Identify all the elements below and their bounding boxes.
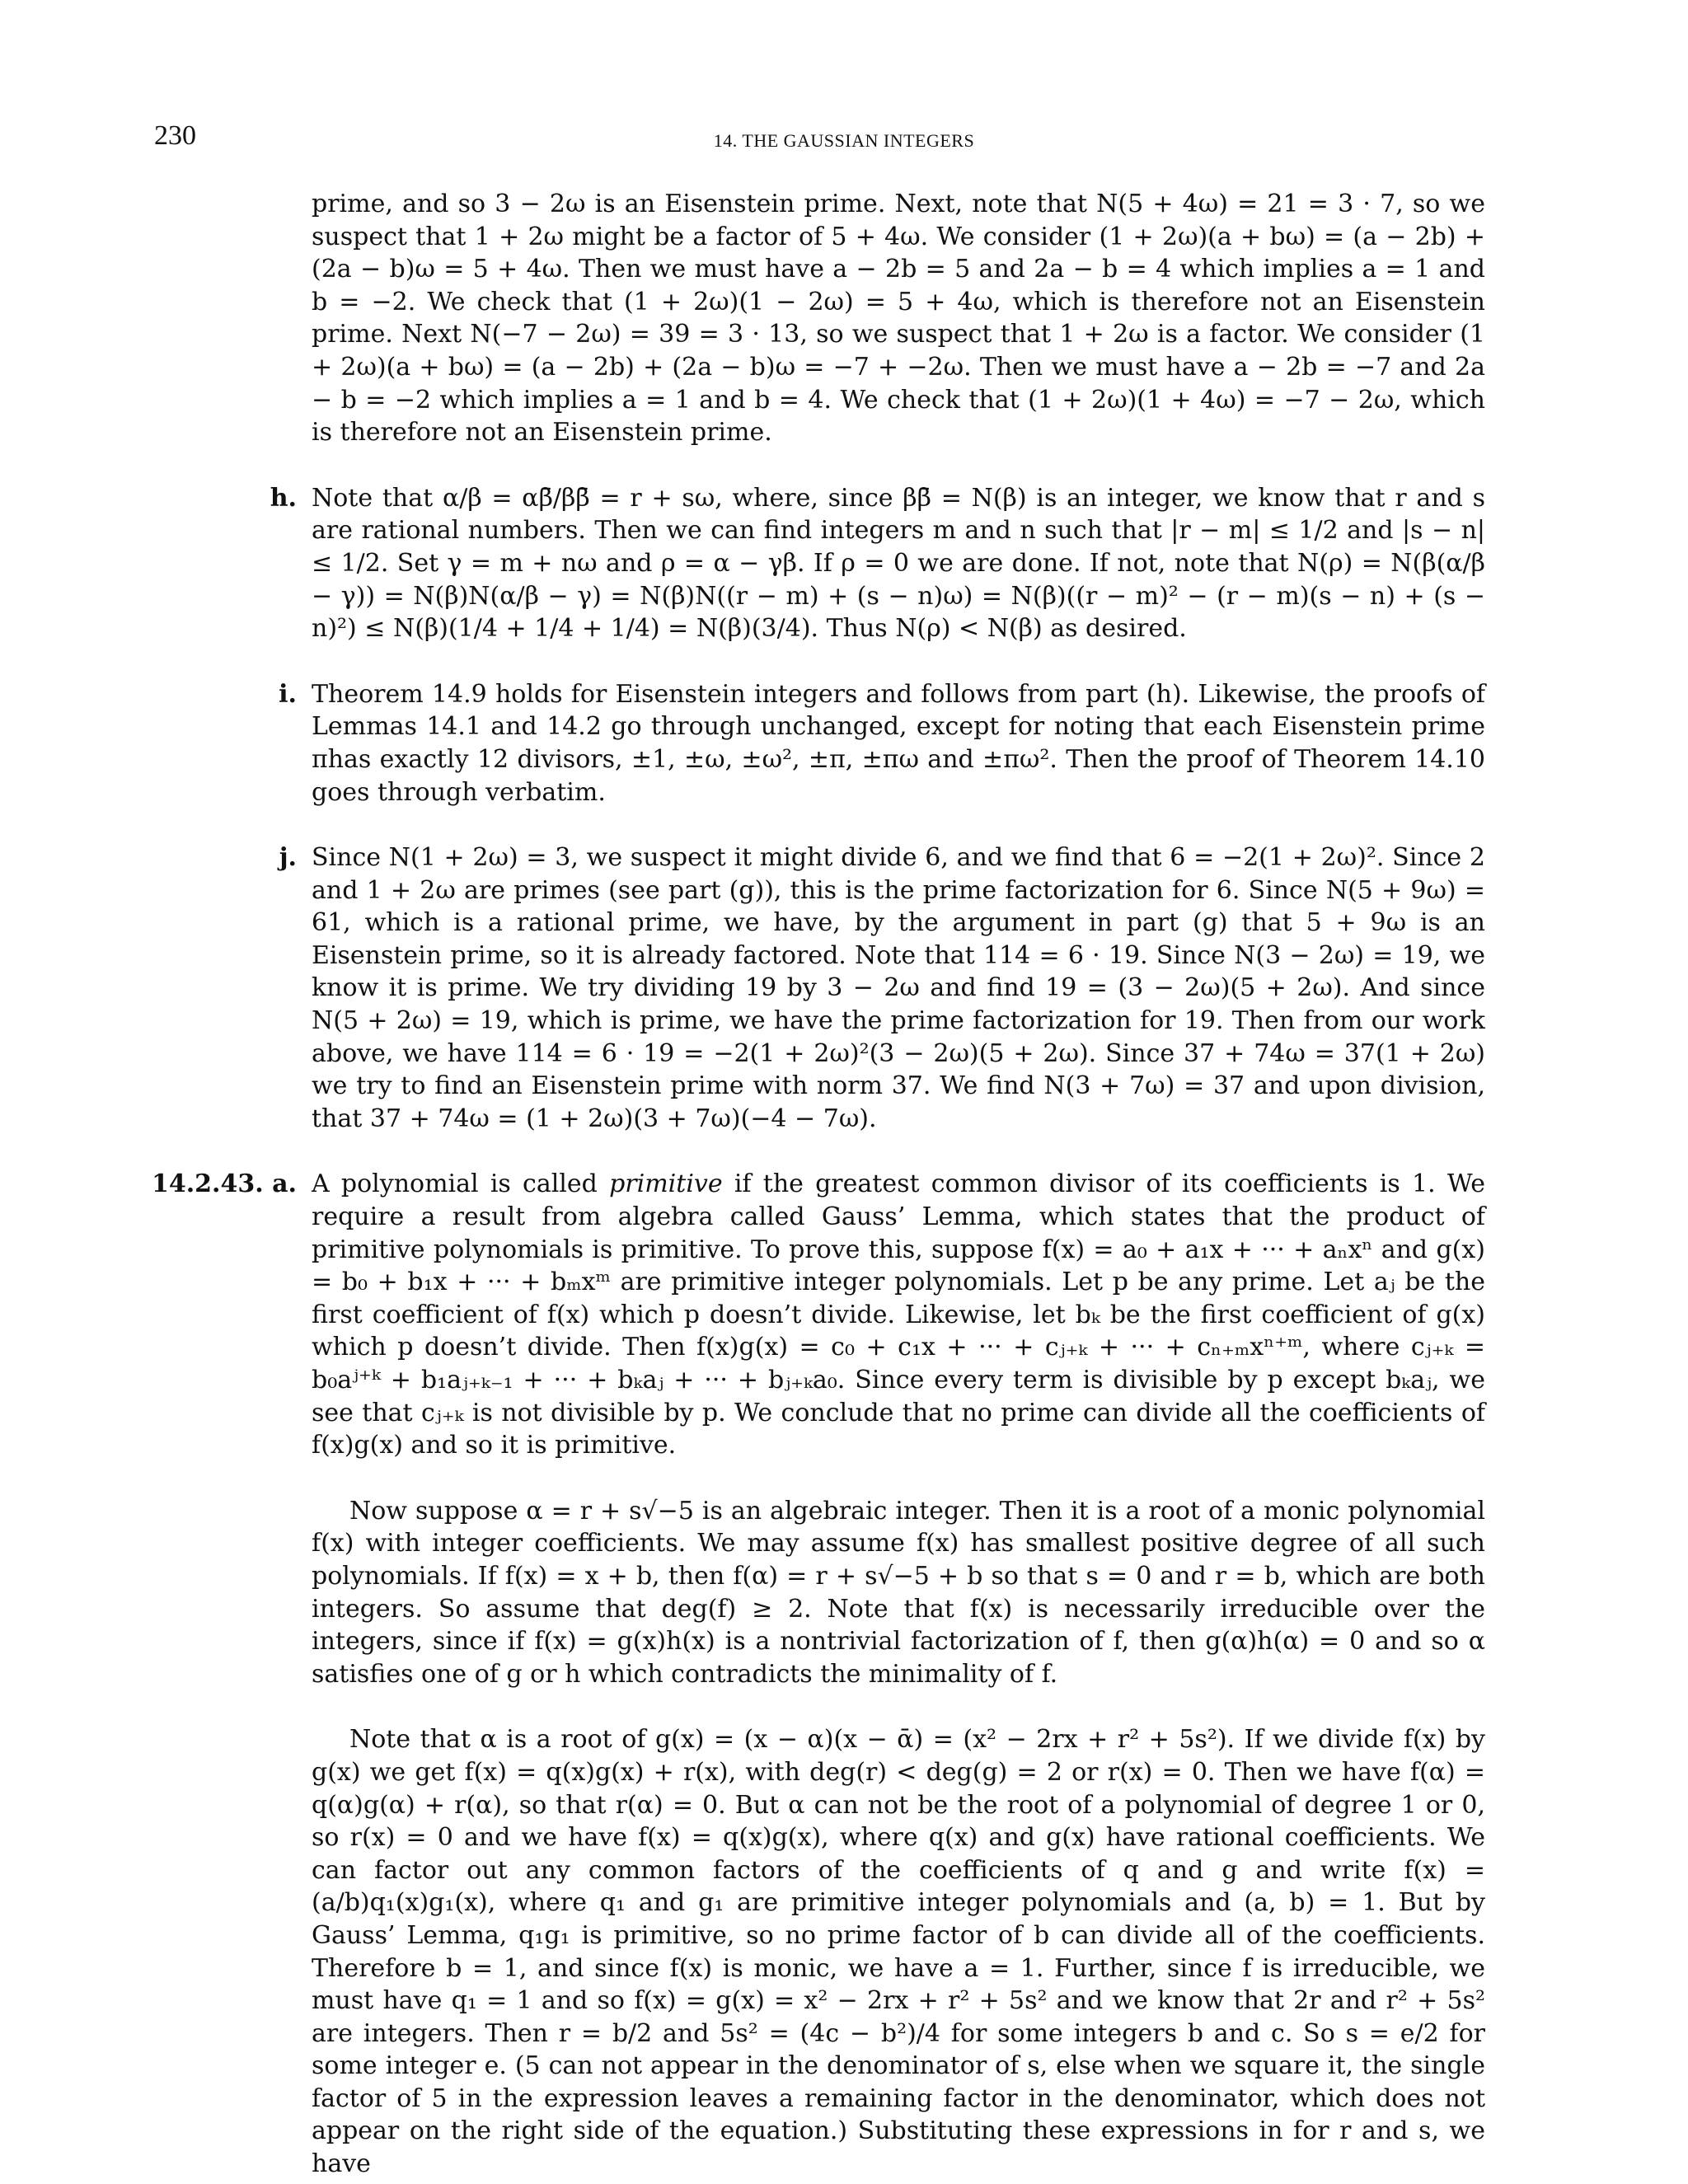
part-h bbox=[270, 482, 1485, 645]
exercise-paragraph-3: Note that α is a root of g(x) = (x − α)(x − ᾱ) = (x² − 2rx + r² + 5s²). If we divide f(x) by g(x) we get f(x) = q(x)g(x) + r(x), with deg(r) < deg(g) = 2 or r(x) = 0. Then we have f(α) = q(α)g(α) + r(α), so that r(α) = 0. But α can not be the root of a polynomial of degree 1 or 0, so r(x) = 0 and we have f(x) = q(x)g(x), where q(x) and g(x) have rational coefficients. We can factor out any common factors of the coefficients of q and g and write f(x) = (a/b)q₁(x)g₁(x), where q₁ and g₁ are primitive integer polynomials and (a, b) = 1. But by Gauss’ Lemma, q₁g₁ is primitive, so no prime factor of b can divide all of the coefficients. Therefore b = 1, and since f(x) is monic, we have a = 1. Further, since f is irreducible, we must have q₁ = 1 and so f(x) = g(x) = x² − 2rx + r² + 5s² and we know that 2r and r² + 5s² are integers. Then r = b/2 and 5s² = (4c − b²)/4 for some integers b and c. So s = e/2 for some integer e. (5 can not appear in the denominator of s, else when we square it, the single factor of 5 in the expression leaves a remaining factor in the denominator, which does not appear on the right side of the equation.) Substituting these expressions in for r and s, we have bbox=[312, 1725, 1485, 2179]
part-i-label: i. bbox=[279, 679, 297, 709]
running-head: 14. THE GAUSSIAN INTEGERS bbox=[713, 130, 975, 151]
term-primitive: primitive bbox=[609, 1169, 723, 1199]
exercise-14-2-43-a-label: 14.2.43. a. bbox=[151, 1169, 297, 1199]
part-j-label: j. bbox=[279, 843, 297, 873]
page-number: 230 bbox=[154, 120, 196, 151]
part-j bbox=[279, 841, 1485, 1135]
part-g-continuation: prime, and so 3 − 2ω is an Eisenstein prime. Next, note that N(5 + 4ω) = 21 = 3 · 7, so we suspect that 1 + 2ω might be a factor of 5 + 4ω. We consider (1 + 2ω)(a + bω) = (a − 2b) + (2a − b)ω = 5 + 4ω. Then we must have a − 2b = 5 and 2a − b = 4 which implies a = 1 and b = −2. We check that (1 + 2ω)(1 − 2ω) = 5 + 4ω, which is therefore not an Eisenstein prime. Next N(−7 − 2ω) = 39 = 3 · 13, so we suspect that 1 + 2ω is a factor. We consider (1 + 2ω)(a + bω) = (a − 2b) + (2a − b)ω = −7 + −2ω. Then we must have a − 2b = −7 and 2a − b = −2 which implies a = 1 and b = 4. We check that (1 + 2ω)(1 + 4ω) = −7 − 2ω, which is therefore not an Eisenstein prime. bbox=[312, 190, 1485, 448]
part-i bbox=[279, 678, 1485, 808]
part-h-label: h. bbox=[270, 483, 297, 513]
exercise-paragraph-2: Now suppose α = r + s√−5 is an algebraic integer. Then it is a root of a monic polynomial f(x) with integer coefficients. We may assume f(x) has smallest positive degree of all such polynomials. If f(x) = x + b, then f(α) = r + s√−5 + b so that s = 0 and r = b, which are both integers. So assume that deg(f) ≥ 2. Note that f(x) is necessarily irreducible over the integers, since if f(x) = g(x)h(x) is a nontrivial factorization of f, then g(α)h(α) = 0 and so α satisfies one of g or h which contradicts the minimality of f. bbox=[312, 1496, 1485, 1689]
part-h-text: Note that α/β = αβ̄/ββ̄ = r + sω, where, since ββ̄ = N(β) is an integer, we know that r and s are rational numbers. Then we can find integers m and n such that |r − m| ≤ 1/2 and |s − n| ≤ 1/2. Set γ = m + nω and ρ = α − γβ. If ρ = 0 we are done. If not, note that N(ρ) = N(β(α/β − γ)) = N(β)N(α/β − γ) = N(β)N((r − m) + (s − n)ω) = N(β)((r − m)² − (r − m)(s − n) + (s − n)²) ≤ N(β)(1/4 + 1/4 + 1/4) = N(β)(3/4). Thus N(ρ) < N(β) as desired. bbox=[312, 483, 1485, 644]
part-j-text: Since N(1 + 2ω) = 3, we suspect it might divide 6, and we find that 6 = −2(1 + 2ω)². Since 2 and 1 + 2ω are primes (see part (g)), this is the prime factorization for 6. Since N(5 + 9ω) = 61, which is a rational prime, we have, by the argument in part (g) that 5 + 9ω is an Eisenstein prime, so it is already factored. Note that 114 = 6 · 19. Since N(3 − 2ω) = 19, we know it is prime. We try dividing 19 by 3 − 2ω and find 19 = (3 − 2ω)(5 + 2ω). And since N(5 + 2ω) = 19, which is prime, we have the prime factorization for 19. Then from our work above, we have 114 = 6 · 19 = −2(1 + 2ω)²(3 − 2ω)(5 + 2ω). Since 37 + 74ω = 37(1 + 2ω) we try to find an Eisenstein prime with norm 37. We find N(3 + 7ω) = 37 and upon division, that 37 + 74ω = (1 + 2ω)(3 + 7ω)(−4 − 7ω). bbox=[312, 843, 1485, 1133]
exercise-paragraph-1 bbox=[312, 1168, 1485, 1461]
part-i-text: Theorem 14.9 holds for Eisenstein integers and follows from part (h). Likewise, the proofs of Lemmas 14.1 and 14.2 go through unchanged, except for noting that each Eisenstein prime πhas exactly 12 divisors, ±1, ±ω, ±ω², ±π, ±πω and ±πω². Then the proof of Theorem 14.10 goes through verbatim. bbox=[312, 679, 1485, 807]
exercise-14-2-43-a bbox=[151, 1168, 1485, 2180]
page-body bbox=[151, 188, 1485, 2181]
paragraph-1-lead: A polynomial is called bbox=[312, 1169, 610, 1199]
paragraph-1-rest: if the greatest common divisor of its coefficients is 1. We require a result from algebra called Gauss’ Lemma, which states that the product of primitive polynomials is primitive. To prove this, suppose f(x) = a₀ + a₁x + ··· + aₙxⁿ and g(x) = b₀ + b₁x + ··· + bₘxᵐ are primitive integer polynomials. Let p be any prime. Let aⱼ be the first coefficient of f(x) which p doesn’t divide. Likewise, let bₖ be the first coefficient of g(x) which p doesn’t divide. Then f(x)g(x) = c₀ + c₁x + ··· + cⱼ₊ₖ + ··· + cₙ₊ₘxⁿ⁺ᵐ, where cⱼ₊ₖ = b₀aʲ⁺ᵏ + b₁aⱼ₊ₖ₋₁ + ··· + bₖaⱼ + ··· + bⱼ₊ₖa₀. Since every term is divisible by p except bₖaⱼ, we see that cⱼ₊ₖ is not divisible by p. We conclude that no prime can divide all the coefficients of f(x)g(x) and so it is primitive. bbox=[312, 1169, 1485, 1460]
